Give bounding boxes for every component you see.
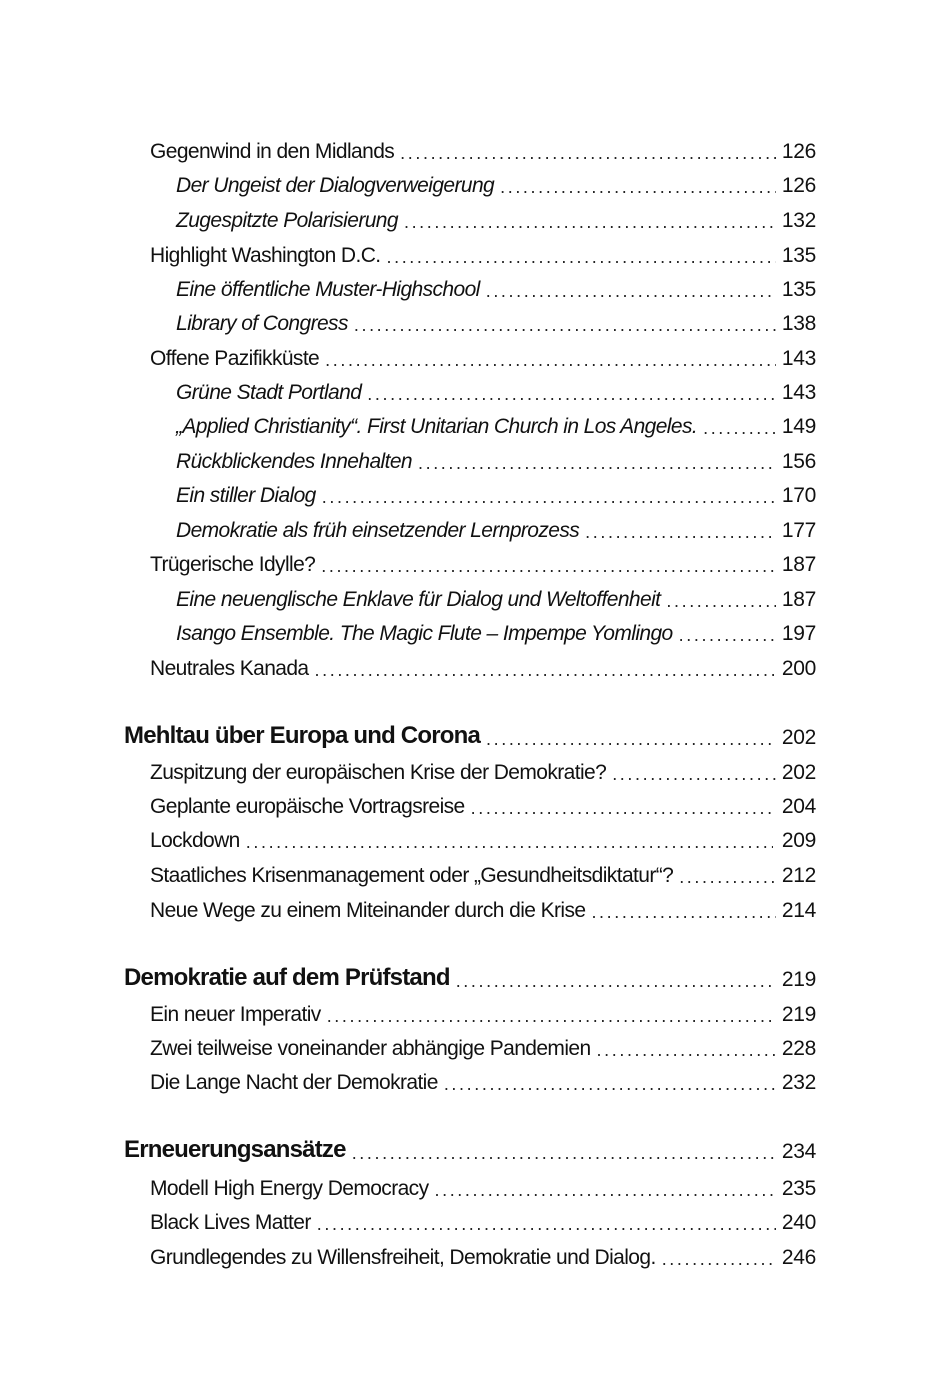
dot-leader [444,1074,776,1095]
toc-page-number: 170 [781,484,816,507]
toc-entry-title: Ein neuer Imperativ [150,1003,321,1026]
toc-page-number: 214 [781,899,816,922]
toc-entry-title: Zugespitzte Polarisierung [176,209,398,232]
toc-entry [150,823,816,853]
dot-leader [315,660,776,681]
toc-page-number: 197 [781,622,816,645]
dot-leader [679,867,776,888]
dot-leader [404,212,776,233]
toc-entry-title: Lockdown [150,829,240,852]
toc-page-number: 143 [781,381,816,404]
toc-page-number: 228 [781,1037,816,1060]
dot-leader [354,315,776,336]
toc-entry-title: Ein stiller Dialog [176,484,316,507]
toc-entry [150,858,816,888]
toc-page-number: 187 [781,588,816,611]
toc-page-number: 246 [781,1246,816,1269]
toc-chapter [124,720,816,750]
toc-page-number: 149 [781,415,816,438]
dot-leader [679,625,776,646]
toc-page-number: 235 [781,1177,816,1200]
toc-entry-title: Rückblickendes Innehalten [176,450,412,473]
toc-entry-title: Highlight Washington D.C. [150,244,381,267]
toc-page-number: 200 [781,657,816,680]
dot-leader [367,384,776,405]
toc-page-number: 202 [781,761,816,784]
toc-page-number: 135 [781,244,816,267]
toc-page-number: 126 [781,174,816,197]
dot-leader [317,1214,776,1235]
toc-entry [176,616,816,646]
toc-entry [176,409,816,439]
toc-entry-title: Eine öffentliche Muster-Highschool [176,278,480,301]
toc-entry [176,203,816,233]
toc-page-number: 138 [781,312,816,335]
dot-leader [585,522,776,543]
toc-entry [150,134,816,164]
toc-entry-title: Gegenwind in den Midlands [150,140,395,163]
dot-leader [418,453,776,474]
toc-entry-title: Grundlegendes zu Willensfreiheit, Demokratie und Dialog. [150,1246,656,1269]
toc-entry [176,444,816,474]
toc-entry-title: Black Lives Matter [150,1211,311,1234]
dot-leader [387,247,776,268]
dot-leader [666,591,775,612]
toc-page-number: 132 [781,209,816,232]
toc-page-number: 219 [781,1003,816,1026]
toc-entry-title: Grüne Stadt Portland [176,381,362,404]
toc-page-number: 202 [781,726,816,749]
toc-entry-title: „Applied Christianity“. First Unitarian Church in Los Angeles. [176,415,698,438]
toc-entry [150,1065,816,1095]
dot-leader [486,281,776,302]
dot-leader [703,418,776,439]
dot-leader [327,1006,776,1027]
toc-chapter [124,1134,816,1164]
toc-entry-title: Neue Wege zu einem Miteinander durch die Krise [150,899,586,922]
dot-leader [471,798,776,819]
toc-entry [150,651,816,681]
toc-page-number: 234 [781,1140,816,1163]
toc-page-number: 232 [781,1071,816,1094]
toc-entry-title: Demokratie als früh einsetzender Lernprozess [176,519,580,542]
toc-entry [150,1171,816,1201]
toc-entry-title: Zwei teilweise voneinander abhängige Pandemien [150,1037,591,1060]
toc-chapter [124,962,816,992]
toc-page-number: 212 [781,864,816,887]
toc-entry [150,341,816,371]
dot-leader [246,832,773,853]
dot-leader [434,1180,775,1201]
toc-entry [150,893,816,923]
toc-page-number: 156 [781,450,816,473]
toc-entry [176,582,816,612]
toc-entry-title: Mehltau über Europa und Corona [124,722,481,749]
toc-entry [150,1240,816,1270]
dot-leader [322,487,776,508]
dot-leader [500,177,776,198]
toc-entry-title: Der Ungeist der Dialogverweigerung [176,174,495,197]
dot-leader [662,1249,776,1270]
toc-entry-title: Library of Congress [176,312,348,335]
toc-entry [176,272,816,302]
dot-leader [486,729,776,750]
toc-page-number: 143 [781,347,816,370]
toc-entry [150,755,816,785]
toc-page-number: 209 [781,829,816,852]
dot-leader [400,143,776,164]
toc-entry-title: Die Lange Nacht der Demokratie [150,1071,438,1094]
dot-leader [597,1040,776,1061]
toc-entry-title: Eine neuenglische Enklave für Dialog und Weltoffenheit [176,588,661,611]
toc-entry-title: Isango Ensemble. The Magic Flute – Impempe Yomlingo [176,622,673,645]
dot-leader [612,764,776,785]
toc-page-number: 126 [781,140,816,163]
toc-page-number: 135 [781,278,816,301]
dot-leader [325,350,776,371]
toc-entry [150,789,816,819]
toc-entry [150,547,816,577]
toc-entry-title: Trügerische Idylle? [150,553,316,576]
dot-leader [321,556,776,577]
toc-entry [176,306,816,336]
toc-entry-title: Demokratie auf dem Prüfstand [124,964,450,991]
toc-page-number: 204 [781,795,816,818]
toc-entry-title: Modell High Energy Democracy [150,1177,429,1200]
dot-leader [352,1143,776,1164]
toc-entry-title: Erneuerungsansätze [124,1136,346,1163]
toc-page-number: 187 [781,553,816,576]
toc-entry-title: Zuspitzung der europäischen Krise der Demokratie? [150,761,607,784]
dot-leader [591,902,775,923]
toc-entry-title: Geplante europäische Vortragsreise [150,795,465,818]
dot-leader [456,971,776,992]
toc-entry [176,513,816,543]
toc-entry-title: Neutrales Kanada [150,657,309,680]
toc-entry [176,168,816,198]
toc-page-number: 219 [781,968,816,991]
toc-entry-title: Staatliches Krisenmanagement oder „Gesundheitsdiktatur“? [150,864,674,887]
toc-page-number: 240 [781,1211,816,1234]
toc-entry [150,238,816,268]
toc-entry [150,1031,816,1061]
toc-page-number: 177 [781,519,816,542]
toc-entry [176,375,816,405]
toc-entry [176,478,816,508]
toc-entry-title: Offene Pazifikküste [150,347,320,370]
toc-entry [150,997,816,1027]
toc-entry [150,1205,816,1235]
